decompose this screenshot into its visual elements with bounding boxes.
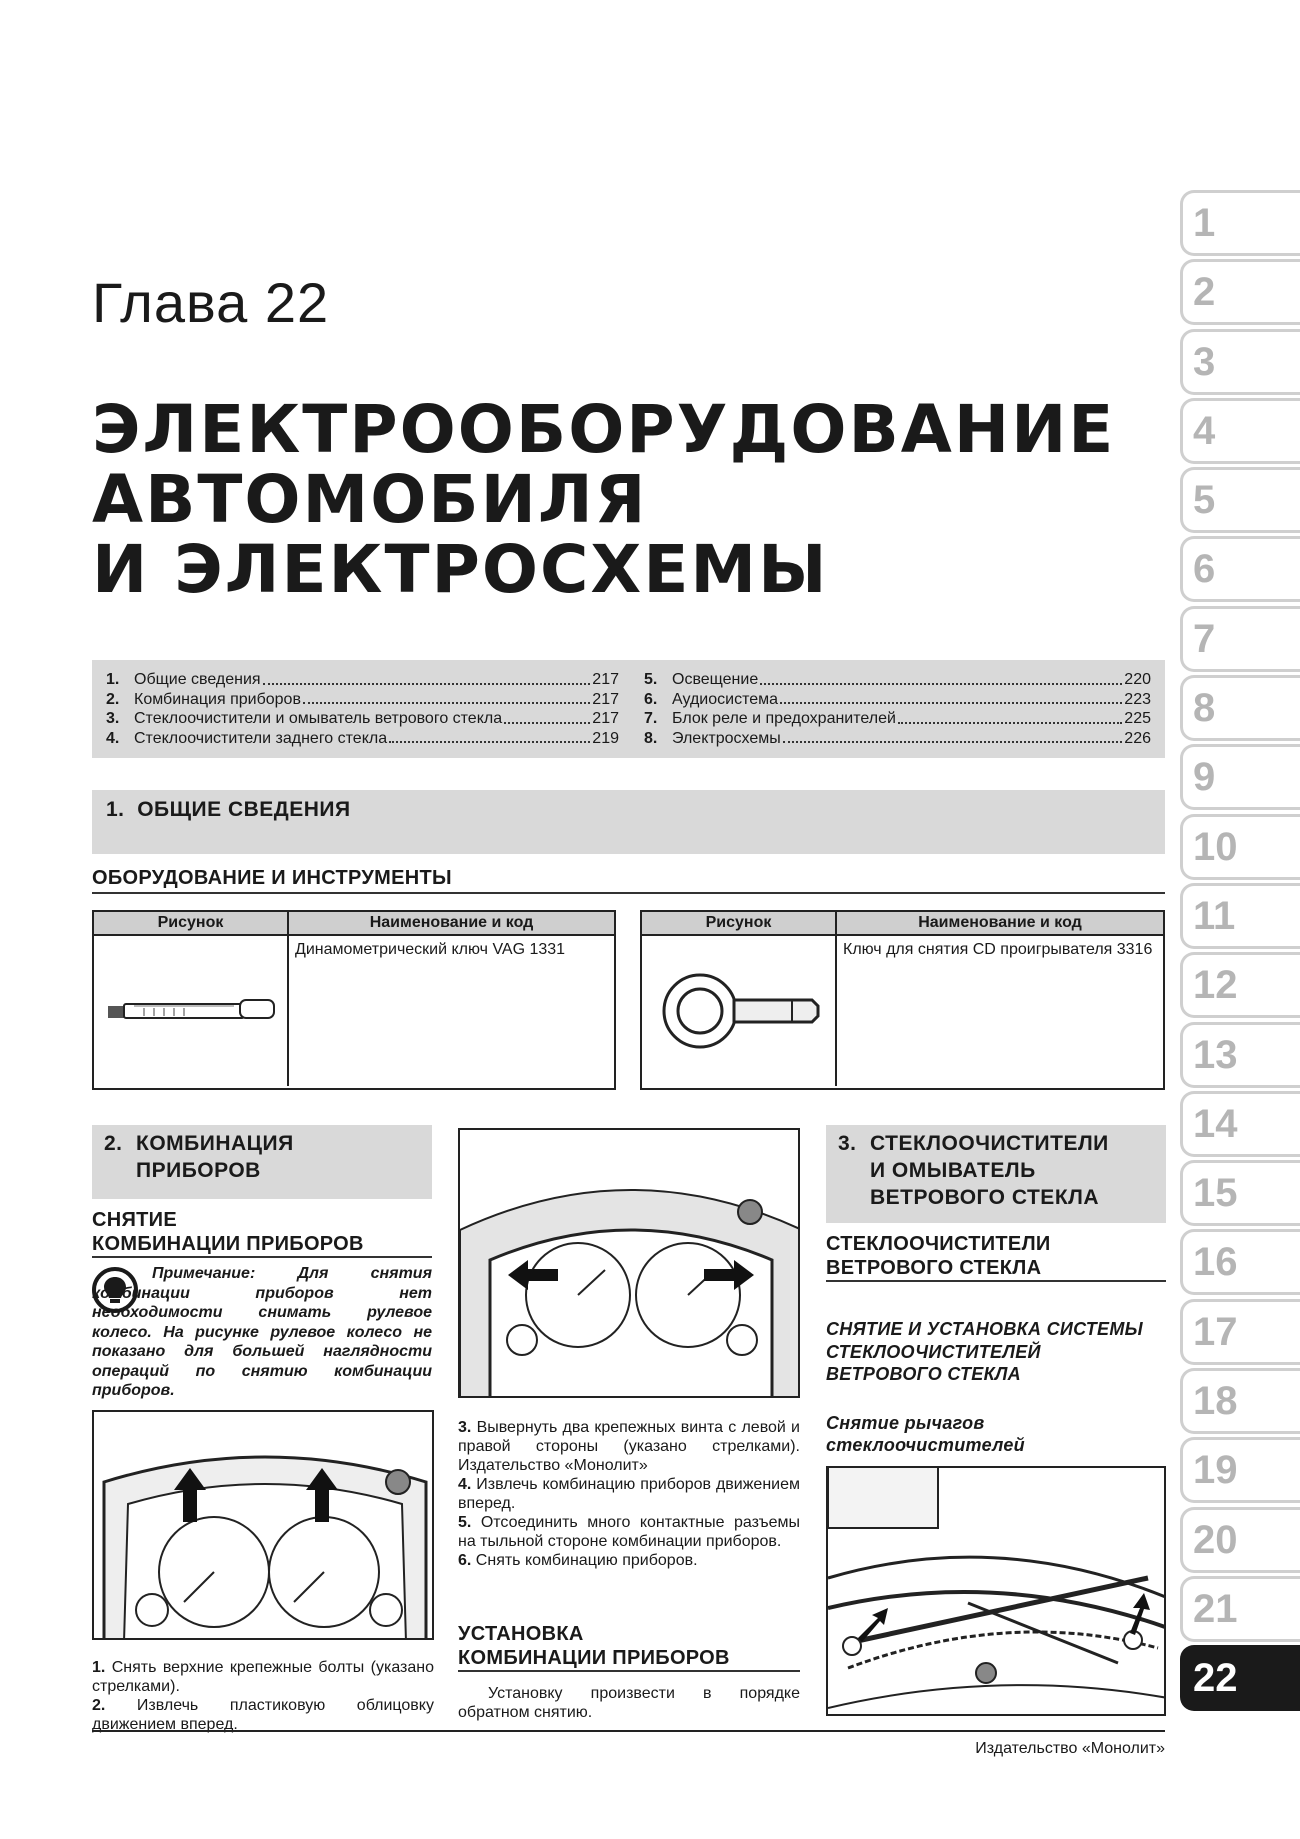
leader-dots xyxy=(389,729,590,744)
equipment-table-2 xyxy=(640,910,1165,1090)
heading-line: УСТАНОВКА xyxy=(458,1623,584,1645)
chapter-tab-1[interactable]: 1 xyxy=(1180,190,1300,256)
entry-page: 225 xyxy=(1124,710,1151,727)
chapter-tab-12[interactable]: 12 xyxy=(1180,952,1300,1018)
contents-entry xyxy=(106,670,619,690)
section-number: 2. xyxy=(104,1132,123,1155)
entry-number: 5. xyxy=(644,671,658,688)
entry-title: Блок реле и предохранителей xyxy=(672,710,896,727)
entry-page: 217 xyxy=(592,671,619,688)
cd-key-picture xyxy=(642,936,837,1086)
entry-page: 220 xyxy=(1124,671,1151,688)
install-heading xyxy=(458,1622,800,1672)
contents-entry xyxy=(644,729,1151,749)
torque-wrench-icon xyxy=(94,936,289,1086)
leader-dots xyxy=(780,690,1122,705)
steps-left xyxy=(92,1658,434,1734)
entry-number: 2. xyxy=(106,690,120,708)
chapter-tab-13[interactable]: 13 xyxy=(1180,1022,1300,1088)
contents-entry xyxy=(106,690,619,710)
figure-wiper-arms xyxy=(826,1466,1166,1716)
install-text: Установку произвести в порядке обратном снятию. xyxy=(458,1685,800,1721)
contents-box xyxy=(92,660,1165,758)
leader-dots xyxy=(263,670,591,685)
table-header xyxy=(642,912,1163,936)
equipment-heading: ОБОРУДОВАНИЕ И ИНСТРУМЕНТЫ xyxy=(92,866,1165,894)
chapter-tab-6[interactable]: 6 xyxy=(1180,536,1300,602)
chapter-tab-4[interactable]: 4 xyxy=(1180,398,1300,464)
leader-dots xyxy=(303,690,590,705)
torque-wrench-picture xyxy=(94,936,289,1086)
section-title-line: И ОМЫВАТЕЛЬ xyxy=(870,1159,1036,1182)
equipment-table-1 xyxy=(92,910,616,1090)
heading-line: КОМБИНАЦИИ ПРИБОРОВ xyxy=(458,1647,730,1669)
wipers-heading xyxy=(826,1232,1166,1282)
section-3-bar xyxy=(826,1125,1166,1223)
chapter-tab-7[interactable]: 7 xyxy=(1180,606,1300,672)
note-label: Примечание: xyxy=(152,1265,256,1282)
leader-dots xyxy=(783,729,1123,744)
chapter-tab-10[interactable]: 10 xyxy=(1180,814,1300,880)
instrument-cluster-screws-illustration xyxy=(460,1130,800,1398)
section-title-line: КОМБИНАЦИЯ xyxy=(136,1132,294,1155)
contents-entry xyxy=(644,709,1151,729)
table-header xyxy=(94,912,614,936)
instrument-cluster-illustration xyxy=(94,1412,434,1640)
title-line: ЭЛЕКТРООБОРУДОВАНИЕ xyxy=(92,391,1116,468)
chapter-tab-21[interactable]: 21 xyxy=(1180,1576,1300,1642)
page-footer xyxy=(92,1730,1165,1757)
section-title: ОБЩИЕ СВЕДЕНИЯ xyxy=(137,798,351,821)
chapter-tab-5[interactable]: 5 xyxy=(1180,467,1300,533)
chapter-tab-15[interactable]: 15 xyxy=(1180,1160,1300,1226)
step: 4. Извлечь комбинацию приборов движением вперед. xyxy=(458,1476,800,1512)
removal-heading xyxy=(92,1208,432,1258)
chapter-tabs xyxy=(1180,190,1300,1715)
leader-dots xyxy=(504,709,590,724)
chapter-tab-17[interactable]: 17 xyxy=(1180,1299,1300,1365)
heading-line: ВЕТРОВОГО СТЕКЛА xyxy=(826,1257,1042,1279)
entry-number: 8. xyxy=(644,729,658,747)
entry-title: Комбинация приборов xyxy=(134,690,301,708)
chapter-tab-2[interactable]: 2 xyxy=(1180,259,1300,325)
header-name: Наименование и код xyxy=(369,914,534,931)
contents-entry xyxy=(106,729,619,749)
entry-title: Электросхемы xyxy=(672,729,781,747)
chapter-tab-9[interactable]: 9 xyxy=(1180,744,1300,810)
title-line: И ЭЛЕКТРОСХЕМЫ xyxy=(92,531,829,608)
heading-line: СНЯТИЕ И УСТАНОВКА СИСТЕМЫ xyxy=(826,1319,1143,1339)
heading-line: СНЯТИЕ xyxy=(92,1209,177,1231)
step: 6. Снять комбинацию приборов. xyxy=(458,1552,698,1569)
step: 2. Извлечь пластиковую облицовку движением вперед. xyxy=(92,1697,434,1733)
step: 1. Снять верхние крепежные болты (указано стрелками). xyxy=(92,1659,435,1695)
heading-line: стеклоочистителей xyxy=(826,1435,1025,1455)
entry-title: Освещение xyxy=(672,671,759,688)
section-2-bar xyxy=(92,1125,432,1199)
leader-dots xyxy=(760,670,1122,685)
note-body: Для снятия комбинации приборов нет необходимости снимать рулевое колесо. На рисунке рулевое колесо не показано для большей наглядности операций по снятию комбинации приборов. xyxy=(92,1265,432,1399)
section-number: 1. xyxy=(106,798,125,821)
contents-entry xyxy=(106,709,619,729)
note-text xyxy=(92,1264,432,1401)
wiper-arms-illustration xyxy=(828,1468,1166,1716)
chapter-tab-14[interactable]: 14 xyxy=(1180,1091,1300,1157)
chapter-tab-8[interactable]: 8 xyxy=(1180,675,1300,741)
entry-page: 219 xyxy=(592,729,619,747)
entry-number: 7. xyxy=(644,710,658,727)
steps-middle xyxy=(458,1418,800,1570)
heading-line: Снятие рычагов xyxy=(826,1413,985,1433)
chapter-tab-11[interactable]: 11 xyxy=(1180,883,1300,949)
entry-page: 223 xyxy=(1124,690,1151,708)
step: 3. Вывернуть два крепежных винта с левой и правой стороны (указано стрелками). Издательство «Монолит» xyxy=(458,1419,800,1474)
wiper-arms-heading xyxy=(826,1412,1166,1456)
figure-cluster-bezel xyxy=(92,1410,434,1640)
entry-number: 3. xyxy=(106,710,120,727)
chapter-tab-20[interactable]: 20 xyxy=(1180,1507,1300,1573)
page-title xyxy=(92,391,1116,608)
contents-column-right xyxy=(644,670,1151,748)
entry-page: 226 xyxy=(1124,729,1151,747)
section-number: 3. xyxy=(838,1132,857,1155)
title-line: АВТОМОБИЛЯ xyxy=(92,461,648,538)
section-1-bar xyxy=(92,790,1165,854)
chapter-label: Глава 22 xyxy=(92,271,330,334)
chapter-tab-19[interactable]: 19 xyxy=(1180,1437,1300,1503)
wipers-install-heading xyxy=(826,1318,1166,1386)
contents-entry xyxy=(644,690,1151,710)
section-title-line: СТЕКЛООЧИСТИТЕЛИ xyxy=(870,1132,1109,1155)
entry-title: Аудиосистема xyxy=(672,690,779,708)
header-picture: Рисунок xyxy=(642,912,837,934)
tool-name: Ключ для снятия CD проигрывателя 3316 xyxy=(843,941,1153,958)
heading-line: СТЕКЛООЧИСТИТЕЛИ xyxy=(826,1233,1051,1255)
section-title-line: ПРИБОРОВ xyxy=(136,1159,261,1182)
entry-title: Общие сведения xyxy=(134,671,261,688)
heading-line: ВЕТРОВОГО СТЕКЛА xyxy=(826,1364,1021,1384)
chapter-tab-22[interactable]: 22 xyxy=(1180,1645,1300,1711)
step: 5. Отсоединить много контактные разъемы на тыльной стороне комбинации приборов. xyxy=(458,1514,800,1550)
entry-page: 217 xyxy=(592,710,619,727)
entry-title: Стеклоочистители заднего стекла xyxy=(134,729,388,747)
chapter-tab-3[interactable]: 3 xyxy=(1180,329,1300,395)
leader-dots xyxy=(898,709,1122,724)
chapter-tab-16[interactable]: 16 xyxy=(1180,1229,1300,1295)
header-name: Наименование и код xyxy=(918,914,1082,931)
entry-page: 217 xyxy=(592,690,619,708)
heading-line: СТЕКЛООЧИСТИТЕЛЕЙ xyxy=(826,1341,1041,1362)
publisher: Издательство «Монолит» xyxy=(975,1740,1165,1757)
contents-column-left xyxy=(106,670,619,748)
heading-line: КОМБИНАЦИИ ПРИБОРОВ xyxy=(92,1233,364,1255)
cd-removal-key-icon xyxy=(642,936,837,1086)
entry-number: 1. xyxy=(106,671,120,688)
contents-entry xyxy=(644,670,1151,690)
chapter-tab-18[interactable]: 18 xyxy=(1180,1368,1300,1434)
entry-number: 6. xyxy=(644,690,658,708)
entry-title: Стеклоочистители и омыватель ветрового стекла xyxy=(134,710,503,727)
section-title-line: ВЕТРОВОГО СТЕКЛА xyxy=(870,1186,1100,1209)
header-picture: Рисунок xyxy=(94,912,289,934)
entry-number: 4. xyxy=(106,729,120,747)
tool-name: Динамометрический ключ VAG 1331 xyxy=(295,941,566,958)
figure-cluster-side-screws xyxy=(458,1128,800,1398)
